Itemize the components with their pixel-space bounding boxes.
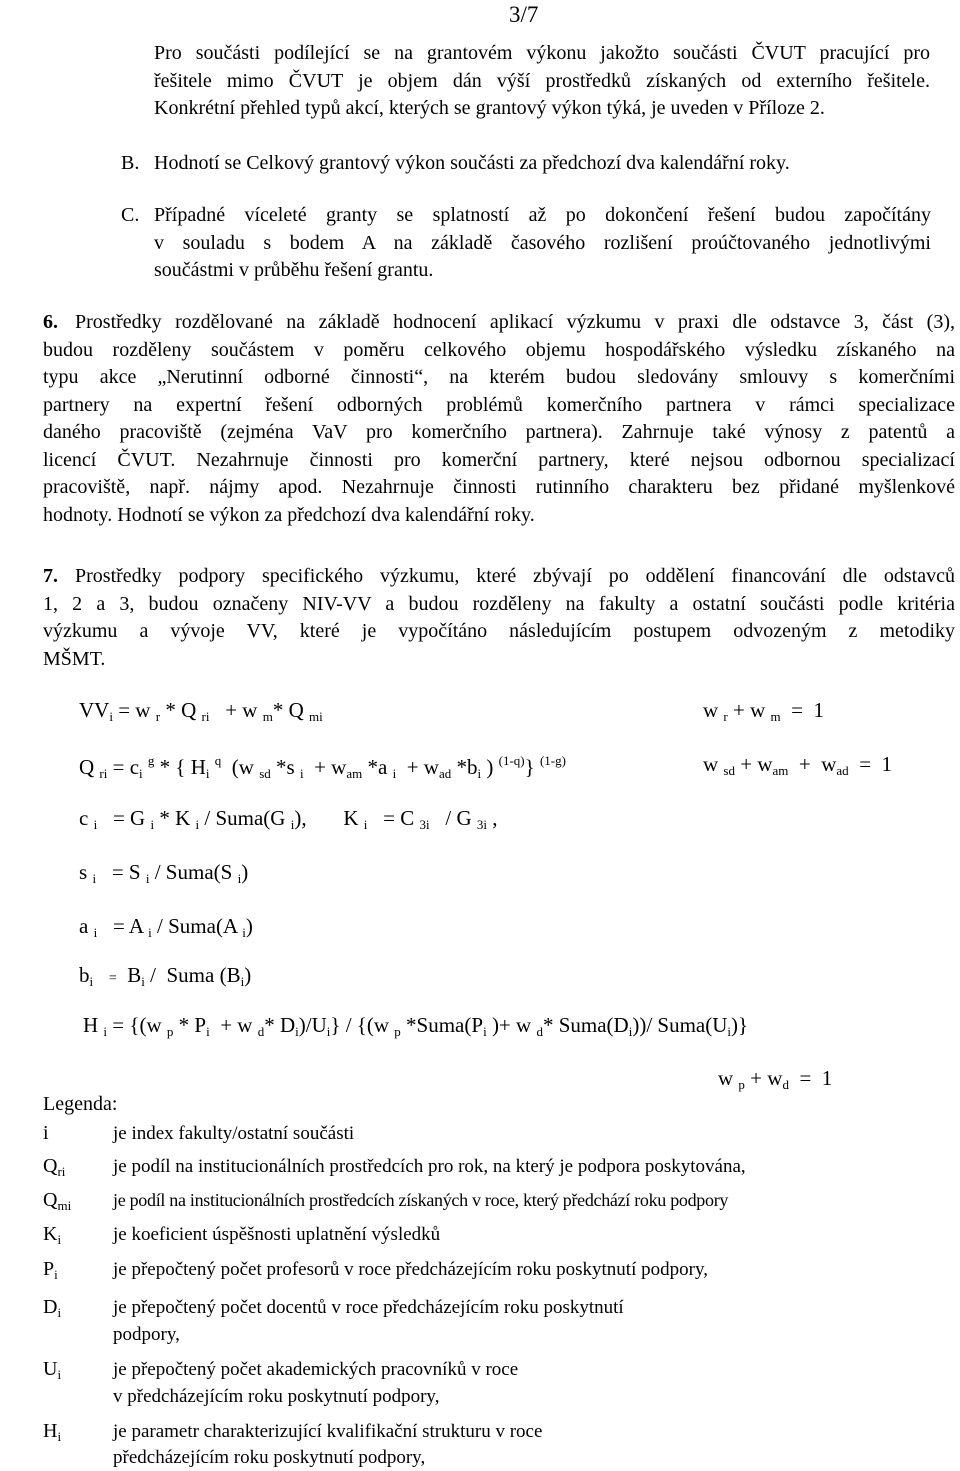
section-6 bbox=[43, 309, 955, 529]
section-6-label: 6. bbox=[43, 311, 58, 333]
formula-bi: $b_i$ = $B_i$ / Suma $(B_i)$ bbox=[79, 963, 252, 989]
item-c bbox=[121, 202, 931, 285]
legend-symbol: $D_i$ bbox=[43, 1296, 62, 1320]
formula-si: s $_i$ = S $_i$ / Suma(S $_i$) bbox=[79, 860, 249, 886]
intro-line: Konkrétní přehled typů akcí, kterých se grantový výkon týká, je uveden v Příloze 2. bbox=[154, 97, 825, 119]
legend-symbol: $Q_{mi}$ bbox=[43, 1189, 72, 1213]
item-c-label: C. bbox=[121, 204, 140, 226]
formula-vv: $VV_i = w$ $_r$ * Q $_{ri}$ + w $_m$* Q $_{mi}$ bbox=[79, 698, 323, 724]
legend-text: je podíl na institucionálních prostředcích pro rok, na který je podpora poskytována, bbox=[113, 1156, 746, 1177]
intro-line: Pro součásti podílející se na grantovém výkonu jakožto součásti ČVUT pracující pro bbox=[154, 42, 930, 64]
formula-weights-sd: w $_{sd} + w_{am} + w_{ad} = 1$ bbox=[703, 752, 893, 778]
legend-text: je koeficient úspěšnosti uplatnění výsledků bbox=[113, 1224, 441, 1245]
section-6-line: pracoviště, např. nájmy apod. Nezahrnuje činnosti rutinního charakteru bez přidané myšlenkové bbox=[43, 476, 955, 498]
section-7-line: Prostředky podpory specifického výzkumu, které zbývají po oddělení financování dle odstavců bbox=[75, 565, 955, 587]
section-6-line: Prostředky rozdělované na základě hodnocení aplikací výzkumu v praxi dle odstavce 3, část (3), bbox=[75, 311, 955, 333]
legend-symbol: i bbox=[43, 1122, 49, 1144]
legend-text: je přepočtený počet docentů v roce předcházejícím roku poskytnutí bbox=[113, 1297, 624, 1318]
legend-text: v předcházejícím roku poskytnutí podpory, bbox=[113, 1386, 440, 1407]
section-6-line: daného pracoviště (zejména VaV pro komerčního partnera). Zahrnuje také výnosy z patentů a bbox=[43, 421, 955, 443]
section-7-line: výzkumu a vývoje VV, které je vypočítáno následujícím postupem odvozeným z metodiky bbox=[43, 620, 955, 642]
page-number: 3/7 bbox=[509, 2, 539, 27]
section-6-line: hodnoty. Hodnotí se výkon za předchozí dva kalendářní roky. bbox=[43, 503, 535, 526]
item-c-line: součástmi v průběhu řešení grantu. bbox=[154, 259, 434, 281]
section-7-label: 7. bbox=[43, 565, 58, 587]
item-b-text: Hodnotí se Celkový grantový výkon součásti za předchozí dva kalendářní roky. bbox=[154, 152, 790, 174]
legend-text: podpory, bbox=[113, 1324, 180, 1345]
item-c-line: Případné víceleté granty se splatností až po dokončení řešení budou započítány bbox=[154, 204, 931, 226]
item-c-line: v souladu s bodem A na základě časového rozlišení proúčtovaného jednotlivými bbox=[154, 231, 931, 254]
legend-text: je podíl na institucionálních prostředcích získaných v roce, který předchází roku podpory bbox=[113, 1190, 729, 1210]
formula-ai: a $_i$ = A $_i$ / Suma(A $_i$) bbox=[79, 914, 253, 940]
legend-symbol: $U_i$ bbox=[43, 1358, 62, 1382]
section-7-line: 1, 2 a 3, budou označeny NIV-VV a budou rozděleny na fakulty a ostatní součásti podle kritéria bbox=[43, 592, 955, 615]
section-6-line: licencí ČVUT. Nezahrnuje činnosti pro komerční partnery, které nejsou odbornou specializací bbox=[43, 448, 955, 471]
legend-text: předcházejícím roku poskytnutí podpory, bbox=[113, 1447, 426, 1468]
formula-ci-ki: c $_i$ = G $_i$ * K $_i$ / Suma(G $_i$), K $_i$ = C $_{3i}$ / G $_{3i}$ , bbox=[79, 806, 498, 832]
legend-symbol: $H_i$ bbox=[43, 1420, 62, 1444]
formula-qri: Q $_{ri} = c_i$ $^g$ * { $H_i$ $^q$ (w $_{sd}$ *s $_i + w_{am}$ *a $_i + w_{ad}$ $*b_i$ ) $^{(1-q)}$} $^{(1-g)}$ bbox=[79, 753, 566, 781]
legend-symbol: $P_i$ bbox=[43, 1258, 58, 1282]
legend-text: je parametr charakterizující kvalifikační strukturu v roce bbox=[113, 1421, 543, 1442]
section-6-line: partnery na expertní řešení odborných problémů komerčního partnera v rámci specializace bbox=[43, 393, 955, 416]
section-6-line: budou rozděleny součástem v poměru celkového objemu hospodářského výsledku získaného na bbox=[43, 338, 955, 361]
legend-symbol: $K_i$ bbox=[43, 1223, 62, 1247]
legend-symbol: $Q_{ri}$ bbox=[43, 1155, 66, 1179]
legend-title: Legenda: bbox=[43, 1093, 118, 1115]
legend-text: je přepočtený počet profesorů v roce předcházejícím roku poskytnutí podpory, bbox=[113, 1259, 708, 1280]
formula-weights-pd: w $_p + w_d = 1$ bbox=[718, 1066, 833, 1092]
item-b-label: B. bbox=[121, 152, 140, 174]
item-b bbox=[121, 150, 931, 178]
legend-text: je index fakulty/ostatní součásti bbox=[113, 1123, 355, 1144]
intro-line: řešitele mimo ČVUT je objem dán výší prostředků získaných od externího řešitele. bbox=[154, 69, 930, 92]
legend-text: je přepočtený počet akademických pracovníků v roce bbox=[113, 1359, 519, 1380]
formula-weights-rm: w $_r$ + w $_m$ = 1 bbox=[703, 698, 824, 724]
section-6-line: typu akce „Nerutinní odborné činnosti“, na kterém budou sledovány smlouvy s komerčními bbox=[43, 366, 955, 388]
intro-paragraph bbox=[154, 40, 930, 123]
formula-hi: H $_i$ = {(w $_p * P_i + w$ $_d$* $D_i)/U_i\} / \{(w$ $_p$ $*Suma(P_i$ )+ w $_d$* $Suma(D_i))/$ $Suma(U_i)$} bbox=[83, 1013, 749, 1039]
section-7-line: MŠMT. bbox=[43, 647, 106, 670]
section-7 bbox=[43, 563, 955, 673]
